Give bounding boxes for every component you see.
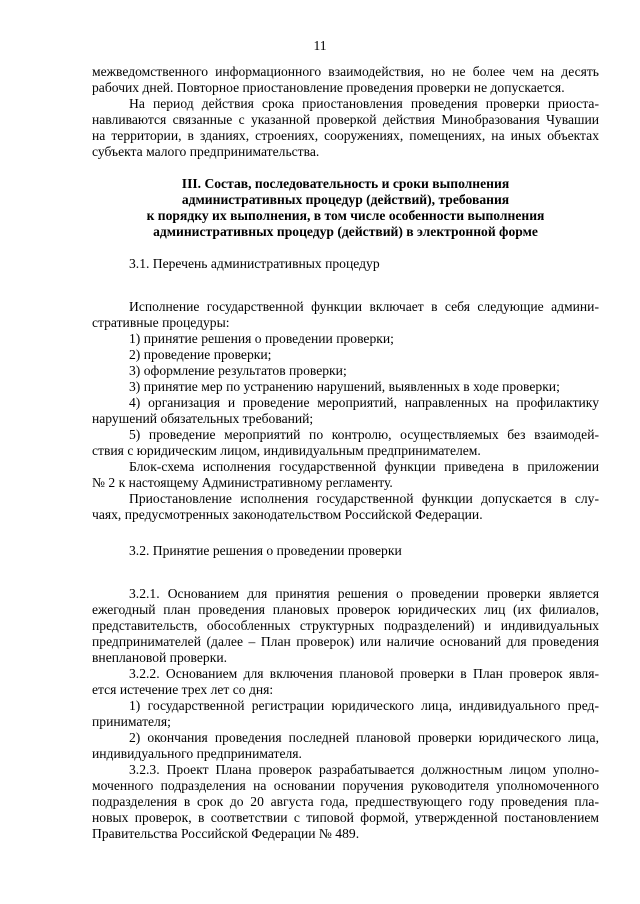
list-item: 5) проведение мероприятий по контролю, осуществляемых без взаимодей- [129, 427, 599, 442]
text-line: на территории, в зданиях, строениях, сооружениях, помещениях, на иных объектах [92, 128, 599, 143]
text-line: представительств, обособленных структурных подразделений) и индивидуальных [92, 618, 599, 633]
section-heading [92, 176, 599, 240]
text-line: субъекта малого предпринимательства. [92, 144, 320, 159]
text-line: моченного подразделения на основании поручения руководителя уполномоченного [92, 778, 599, 793]
text-line: чаях, предусмотренных законодательством Российской Федерации. [92, 507, 483, 522]
text-line: ствия с юридическим лицом, индивидуальным предпринимателем. [92, 443, 481, 458]
list-item: 2) окончания проведения последней плановой проверки юридического лица, [129, 730, 599, 745]
text-line: стративные процедуры: [92, 315, 230, 330]
subsection-title-3-1: 3.1. Перечень административных процедур [129, 256, 380, 271]
text-line: подразделения в срок до 20 августа года, предшествующего году проведения пла- [92, 794, 599, 809]
text-line: предпринимателей (далее – План проверок) или наличие оснований для проведения [92, 634, 599, 649]
list-item: 2) проведение проверки; [129, 347, 272, 362]
heading-line: к порядку их выполнения, в том числе особенности выполнения [146, 208, 545, 223]
text-line: Исполнение государственной функции включает в себя следующие админи- [129, 299, 599, 314]
text-line: 3.2.2. Основанием для включения плановой проверки в План проверок явля- [129, 666, 599, 681]
heading-line: административных процедур (действий) в электронной форме [153, 224, 538, 239]
text-line: рабочих дней. Повторное приостановление проведения проверки не допускается. [92, 80, 565, 95]
text-line: № 2 к настоящему Административному регламенту. [92, 475, 393, 490]
text-line: внеплановой проверки. [92, 650, 228, 665]
list-item: 1) принятие решения о проведении проверки; [129, 331, 394, 346]
text-line: Блок-схема исполнения государственной функции приведена в приложении [129, 459, 599, 474]
text-line: 3.2.3. Проект Плана проверок разрабатывается должностным лицом уполно- [129, 762, 599, 777]
text-line: Приостановление исполнения государственной функции допускается в слу- [129, 491, 599, 506]
text-line: 3.2.1. Основанием для принятия решения о проведении проверки является [129, 586, 599, 601]
text-line: навливаются связанные с указанной проверкой действия Минобразования Чувашии [92, 112, 599, 127]
list-item: 1) государственной регистрации юридического лица, индивидуального пред- [129, 698, 599, 713]
text-line: новых проверок, в соответствии с типовой формой, утвержденной постановлением [92, 810, 599, 825]
heading-line: административных процедур (действий), требования [181, 192, 510, 207]
list-item: 4) организация и проведение мероприятий, направленных на профилактику [129, 395, 599, 410]
text-line: нарушений обязательных требований; [92, 411, 314, 426]
text-line: На период действия срока приостановления проведения проверки приоста- [129, 96, 599, 111]
list-item: 3) принятие мер по устранению нарушений, выявленных в ходе проверки; [129, 379, 560, 394]
text-line: ется истечение трех лет со дня: [92, 682, 274, 697]
text-line: межведомственного информационного взаимодействия, но не более чем на десять [92, 64, 599, 79]
text-line: ежегодный план проведения плановых проверок юридических лиц (их филиалов, [92, 602, 599, 617]
text-line: Правительства Российской Федерации № 489. [92, 826, 360, 841]
document-body [92, 64, 599, 842]
page-number: 11 [313, 38, 327, 53]
text-line: индивидуального предпринимателя. [92, 746, 302, 761]
subsection-title-3-2: 3.2. Принятие решения о проведении проверки [129, 543, 402, 558]
list-item: 3) оформление результатов проверки; [129, 363, 347, 378]
heading-line: III. Состав, последовательность и сроки выполнения [181, 176, 510, 191]
text-line: принимателя; [92, 714, 171, 729]
